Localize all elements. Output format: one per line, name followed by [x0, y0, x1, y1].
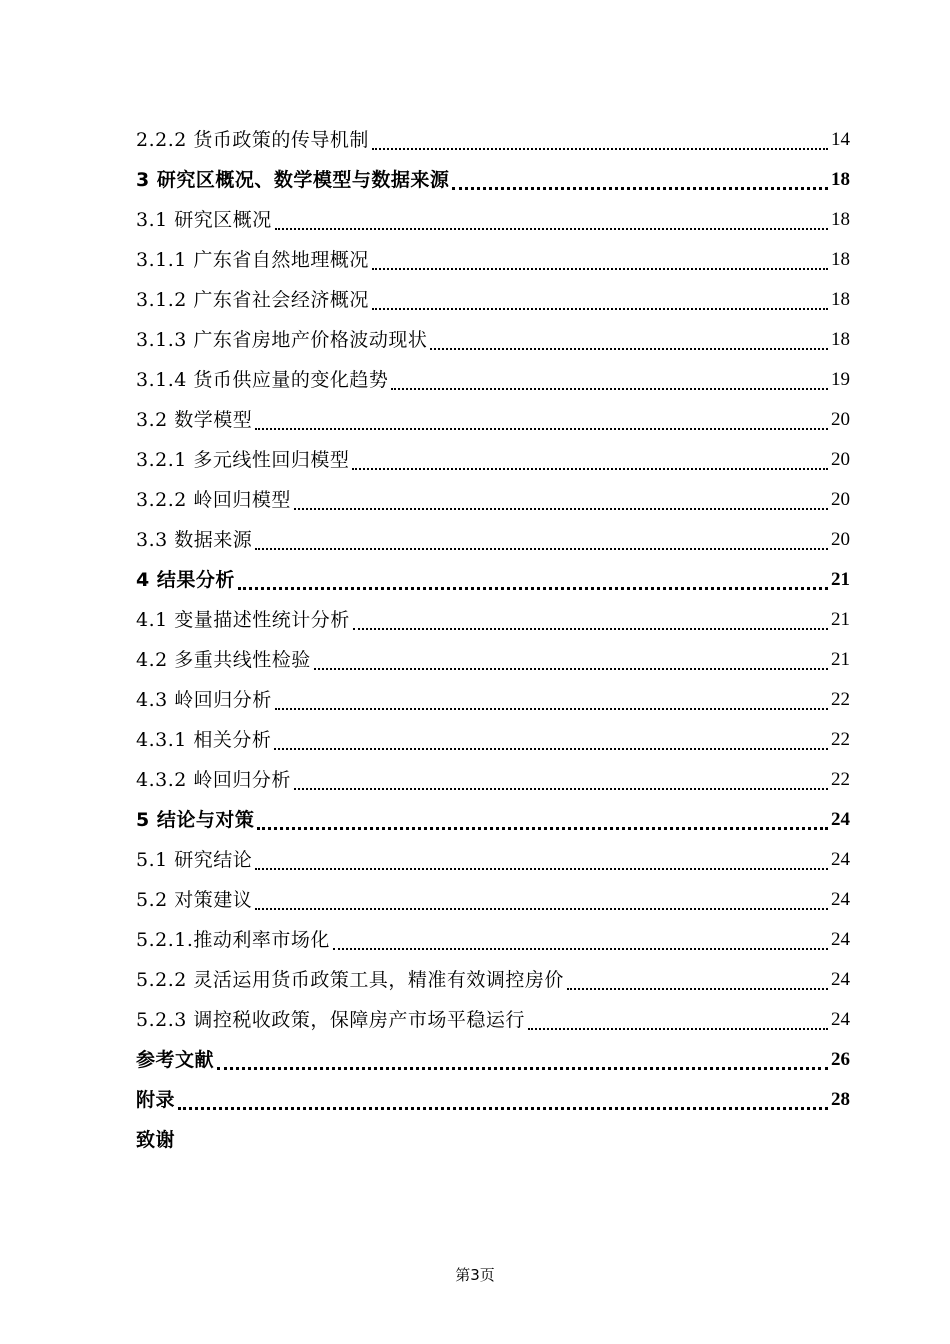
- toc-entry-page: 18: [831, 329, 850, 350]
- toc-entry-title: 5.2 对策建议: [136, 889, 253, 911]
- toc-entry-page: 20: [831, 449, 850, 470]
- toc-entry-title: 5.2.1.推动利率市场化: [136, 929, 330, 951]
- toc-entry-title: 5.1 研究结论: [136, 849, 253, 871]
- toc-entry-title: 3.3 数据来源: [136, 529, 253, 551]
- toc-entry[interactable]: [136, 200, 850, 240]
- toc-entry-page: 28: [831, 1089, 850, 1110]
- toc-dot-leader: [352, 467, 828, 470]
- toc-entry-title: 4.3.2 岭回归分析: [136, 769, 291, 791]
- toc-entry-page: 24: [831, 1009, 850, 1030]
- toc-dot-leader: [294, 507, 828, 510]
- toc-entry[interactable]: [136, 760, 850, 800]
- toc-dot-leader: [333, 947, 828, 950]
- toc-entry[interactable]: [136, 720, 850, 760]
- toc-dot-leader: [274, 747, 828, 750]
- toc-entry-title: 4.3 岭回归分析: [136, 689, 272, 711]
- toc-dot-leader: [238, 586, 828, 590]
- toc-entry[interactable]: [136, 400, 850, 440]
- toc-dot-leader: [372, 147, 828, 150]
- toc-entry-page: 14: [831, 129, 850, 150]
- toc-entry-page: 20: [831, 529, 850, 550]
- toc-entry-title: 3.1.3 广东省房地产价格波动现状: [136, 329, 428, 351]
- toc-entry[interactable]: [136, 320, 850, 360]
- toc-entry[interactable]: [136, 560, 850, 600]
- toc-dot-leader: [528, 1027, 828, 1030]
- toc-entry[interactable]: [136, 160, 850, 200]
- toc-entry-title: 3.1 研究区概况: [136, 209, 272, 231]
- toc-entry-page: 20: [831, 409, 850, 430]
- toc-entry[interactable]: [136, 480, 850, 520]
- toc-entry-page: 21: [831, 569, 850, 590]
- toc-dot-leader: [178, 1106, 828, 1110]
- toc-entry-page: 21: [831, 649, 850, 670]
- toc-entry-page: 24: [831, 889, 850, 910]
- toc-dot-leader: [314, 667, 828, 670]
- toc-entry-title: 3.1.4 货币供应量的变化趋势: [136, 369, 389, 391]
- toc-entry-title: 3.2.2 岭回归模型: [136, 489, 291, 511]
- toc-entry-title: 5 结论与对策: [136, 809, 255, 831]
- toc-entry[interactable]: [136, 640, 850, 680]
- toc-entry-title: 4 结果分析: [136, 569, 235, 591]
- toc-entry-title: 5.2.2 灵活运用货币政策工具，精准有效调控房价: [136, 969, 564, 991]
- toc-dot-leader: [372, 307, 828, 310]
- toc-dot-leader: [353, 627, 828, 630]
- toc-entry-page: 24: [831, 849, 850, 870]
- toc-entry-title: 5.2.3 调控税收政策，保障房产市场平稳运行: [136, 1009, 525, 1031]
- toc-dot-leader: [255, 867, 828, 870]
- toc-dot-leader: [294, 787, 828, 790]
- toc-entry-page: 21: [831, 609, 850, 630]
- toc-dot-leader: [391, 387, 828, 390]
- toc-entry-acknowledgements[interactable]: [136, 1120, 850, 1160]
- toc-entry-page: 22: [831, 729, 850, 750]
- toc-entry-page: 22: [831, 769, 850, 790]
- toc-dot-leader: [372, 267, 828, 270]
- toc-entry-title: 4.2 多重共线性检验: [136, 649, 311, 671]
- toc-entry-page: 18: [831, 249, 850, 270]
- toc-entry-page: 19: [831, 369, 850, 390]
- toc-entry[interactable]: [136, 120, 850, 160]
- toc-dot-leader: [275, 707, 828, 710]
- toc-entry[interactable]: [136, 360, 850, 400]
- table-of-contents: [136, 120, 850, 1160]
- toc-entry[interactable]: [136, 240, 850, 280]
- toc-entry[interactable]: [136, 1040, 850, 1080]
- toc-entry-title: 4.1 变量描述性统计分析: [136, 609, 350, 631]
- toc-entry-title: 3.2 数学模型: [136, 409, 253, 431]
- toc-entry[interactable]: [136, 920, 850, 960]
- toc-entry-page: 20: [831, 489, 850, 510]
- toc-entry-page: 18: [831, 289, 850, 310]
- toc-entry[interactable]: [136, 840, 850, 880]
- toc-entry[interactable]: [136, 960, 850, 1000]
- toc-dot-leader: [452, 186, 828, 190]
- toc-entry-page: 26: [831, 1049, 850, 1070]
- toc-entry[interactable]: [136, 880, 850, 920]
- toc-dot-leader: [275, 227, 828, 230]
- toc-entry-title: 2.2.2 货币政策的传导机制: [136, 129, 369, 151]
- toc-dot-leader: [255, 547, 828, 550]
- toc-dot-leader: [257, 826, 828, 830]
- toc-dot-leader: [255, 427, 828, 430]
- toc-entry[interactable]: [136, 280, 850, 320]
- toc-entry[interactable]: [136, 1080, 850, 1120]
- toc-entry[interactable]: [136, 600, 850, 640]
- toc-entry-title: 3.1.2 广东省社会经济概况: [136, 289, 369, 311]
- toc-entry[interactable]: [136, 800, 850, 840]
- toc-entry-title: 致谢: [136, 1129, 176, 1151]
- page-number-footer: 第3页: [455, 1266, 495, 1284]
- toc-entry-title: 4.3.1 相关分析: [136, 729, 272, 751]
- toc-entry-page: 18: [831, 169, 850, 190]
- toc-entry-title: 3.1.1 广东省自然地理概况: [136, 249, 369, 271]
- toc-entry[interactable]: [136, 680, 850, 720]
- toc-entry[interactable]: [136, 440, 850, 480]
- toc-dot-leader: [567, 987, 828, 990]
- toc-dot-leader: [430, 347, 828, 350]
- toc-entry-page: 24: [831, 929, 850, 950]
- toc-entry-page: 18: [831, 209, 850, 230]
- toc-entry-title: 3.2.1 多元线性回归模型: [136, 449, 350, 471]
- toc-entry[interactable]: [136, 520, 850, 560]
- toc-entry[interactable]: [136, 1000, 850, 1040]
- toc-dot-leader: [217, 1066, 828, 1070]
- toc-entry-page: 24: [831, 809, 850, 830]
- toc-entry-title: 3 研究区概况、数学模型与数据来源: [136, 169, 450, 191]
- toc-entry-page: 24: [831, 969, 850, 990]
- toc-entry-title: 附录: [136, 1089, 176, 1111]
- toc-entry-title: 参考文献: [136, 1049, 215, 1071]
- toc-entry-page: 22: [831, 689, 850, 710]
- toc-dot-leader: [255, 907, 828, 910]
